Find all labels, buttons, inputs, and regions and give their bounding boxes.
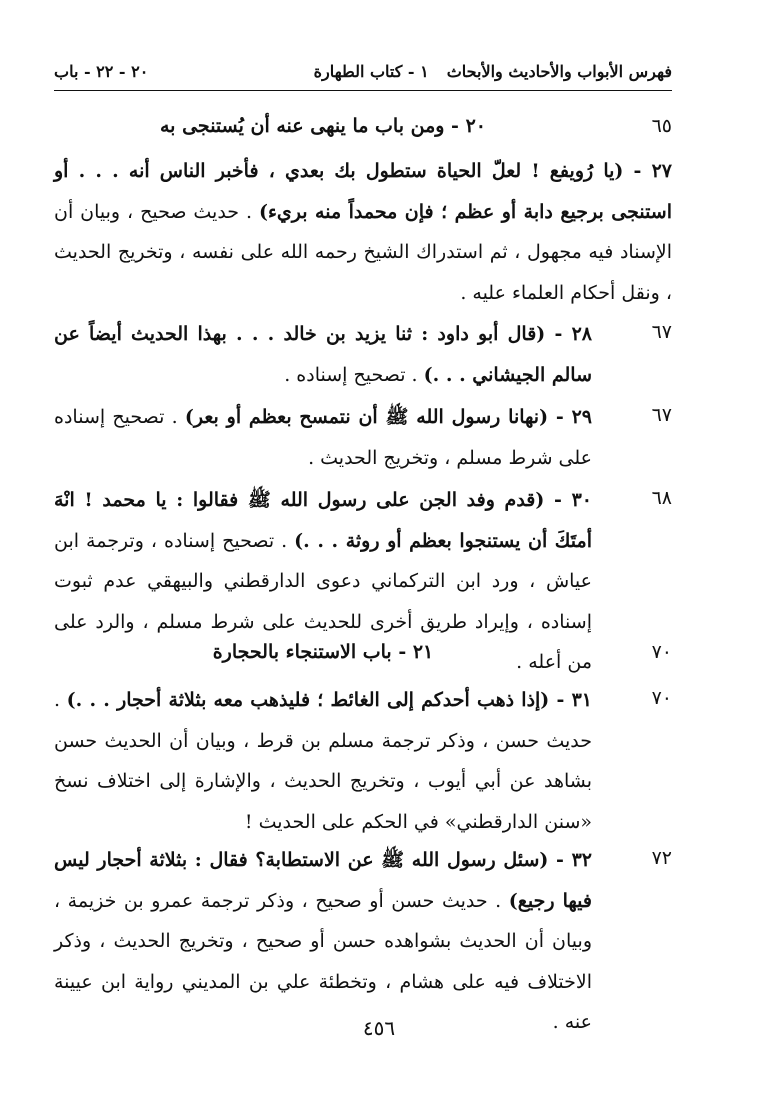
index-entry [54, 397, 672, 481]
running-title: فهرس الأبواب والأحاديث والأبحاث [446, 62, 672, 81]
hadith-text: ٣٢ - (سئل رسول الله ﷺ عن الاستطابة؟ فقال : بثلاثة أحجار ليس فيها رجيع) [54, 849, 593, 912]
entry-text [54, 397, 592, 478]
header-title-group [296, 62, 672, 81]
index-entry [54, 314, 672, 398]
chapter-heading-row [54, 108, 672, 148]
book-title: ١ - كتاب الطهارة [313, 62, 429, 81]
hadith-text: ٣١ - (إذا ذهب أحدكم إلى الغائط ؛ فليذهب معه بثلاثة أحجار . . .) [66, 689, 592, 711]
page-ref: ٧٠ [651, 641, 672, 663]
page-ref: ٦٨ [651, 487, 672, 509]
entry-commentary: . حديث حسن ، وذكر ترجمة مسلم بن قرط ، وبيان أن الحديث حسن بشاهد عن أبي أيوب ، وتخريج الحديث ، والإشارة إلى اختلاف نسخ «سنن الدارقطني» في الحكم على الحديث ! [54, 689, 592, 833]
page-ref: ٦٧ [651, 404, 672, 426]
hadith-text: ٢٨ - (قال أبو داود : ثنا يزيد بن خالد . . . بهذا الحديث أيضاً عن سالم الجيشاني . . .) [54, 323, 592, 386]
page-ref: ٧٢ [651, 847, 672, 869]
chapter-heading: ٢١ - باب الاستنجاء بالحجارة [212, 641, 434, 663]
page-number: ٤٥٦ [362, 1016, 396, 1040]
entry-commentary: . حديث صحيح ، وبيان أن الإسناد فيه مجهول ، ثم استدراك الشيخ رحمه الله على نفسه ، وتخريج الحديث ، ونقل أحكام العلماء عليه . [54, 200, 672, 304]
entry-text [54, 151, 672, 313]
entry-text [54, 840, 592, 1043]
entry-commentary: . حديث حسن أو صحيح ، وذكر ترجمة عمرو بن خزيمة ، وبيان أن الحديث بشواهده حسن أو صحيح ، وتخريج الحديث ، وذكر الاختلاف فيه على هشام ، وتخطئة علي بن المديني رواية ابن عيينة عنه . [54, 889, 592, 1033]
entry-text [54, 680, 592, 842]
entry-commentary: . تصحيح إسناده ، وترجمة ابن عياش ، ورد ابن التركماني دعوى الدارقطني والبيهقي عدم ثبوت إسناده ، وإيراد طريق أخرى للحديث على شرط مسلم ، والرد على من أعله . [54, 529, 592, 673]
running-header [54, 58, 672, 88]
chapter-range: ٢٠ - ٢٢ - باب [54, 62, 149, 81]
entry-text [54, 314, 592, 395]
entry-commentary: . تصحيح إسناده . [284, 363, 424, 386]
page-ref: ٦٥ [651, 115, 672, 137]
index-entry [54, 151, 672, 316]
hadith-text: ٢٧ - (يا رُويفع ! لعلّ الحياة ستطول بك بعدي ، فأخبر الناس أنه . . . أو استنجى برجيع دابة أو عظم ؛ فإن محمداً منه بريء) [54, 160, 673, 223]
index-entry [54, 680, 672, 842]
page-ref: ٧٠ [651, 687, 672, 709]
page-ref: ٦٧ [651, 321, 672, 343]
chapter-heading: ٢٠ - ومن باب ما ينهى عنه أن يُستنجى به [160, 115, 486, 137]
header-divider [54, 90, 672, 91]
chapter-heading-row [54, 634, 672, 674]
hadith-text: ٢٩ - (نهانا رسول الله ﷺ أن نتمسح بعظم أو بعر) [184, 406, 592, 428]
entry-commentary: . تصحيح إسناده على شرط مسلم ، وتخريج الحديث . [54, 406, 592, 469]
hadith-text: ٣٠ - (قدم وفد الجن على رسول الله ﷺ فقالوا : يا محمد ! انْهَ أمتَكَ أن يستنجوا بعظم أو روثة . . .) [54, 489, 592, 552]
